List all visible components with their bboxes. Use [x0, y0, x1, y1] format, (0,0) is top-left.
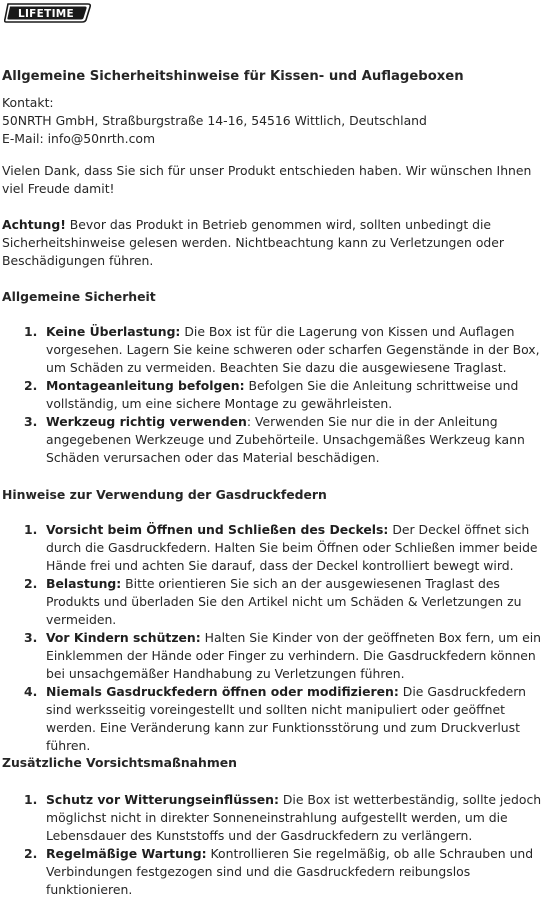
item-text: Befolgen Sie die Anleitung schrittweise und vollständig, um eine sichere Montage zu gewährleisten.: [46, 378, 519, 411]
logo-text: LIFETIME: [17, 8, 75, 20]
section-heading-precautions: Zusätzliche Vorsichtsmaßnahmen: [2, 755, 237, 770]
item-text: Halten Sie Kinder von der geöffneten Box fern, um ein Einklemmen der Hände oder Finger zu verhindern. Die Gasdruckfedern können bei unsachgemäßer Handhabung zu Verletzungen führen.: [46, 630, 542, 681]
list-item: [2, 629, 555, 683]
warning-paragraph: [2, 216, 555, 270]
item-lead: Montageanleitung befolgen:: [46, 378, 245, 393]
precautions-list: [2, 791, 555, 899]
list-item: [2, 683, 555, 755]
item-text: Bitte orientieren Sie sich an der ausgewiesenen Traglast des Produkts und überladen Sie den Artikel nicht um Schäden & Verletzungen zu vermeiden.: [46, 576, 522, 627]
list-item: [2, 791, 555, 845]
gas-springs-list: [2, 521, 555, 755]
section-heading-general: Allgemeine Sicherheit: [2, 289, 156, 304]
item-lead: Belastung:: [46, 576, 122, 591]
item-lead: Keine Überlastung:: [46, 324, 181, 339]
thanks-paragraph: Vielen Dank, dass Sie sich für unser Produkt entschieden haben. Wir wünschen Ihnen viel Freude damit!: [2, 163, 532, 196]
item-text: Die Box ist wetterbeständig, sollte jedoch möglichst nicht in direkter Sonneneinstrahlung aufgestellt werden, um die Lebensdauer des Kunststoffs und der Gasdruckfedern zu verlängern.: [46, 792, 542, 843]
item-lead: Niemals Gasdruckfedern öffnen oder modifizieren:: [46, 684, 399, 699]
contact-address: 50NRTH GmbH, Straßburgstraße 14-16, 54516 Wittlich, Deutschland: [2, 113, 427, 128]
item-lead: Vor Kindern schützen:: [46, 630, 201, 645]
item-text: Die Box ist für die Lagerung von Kissen und Auflagen vorgesehen. Lagern Sie keine schweren oder scharfen Gegenstände in der Box, um Schäden zu vermeiden. Beachten Sie dazu die ausgewiesene Traglast.: [46, 324, 540, 375]
item-lead: Schutz vor Witterungseinflüssen:: [46, 792, 279, 807]
item-text: Die Gasdruckfedern sind werksseitig voreingestellt und sollten nicht manipuliert oder geöffnet werden. Eine Veränderung kann zur Funktionsstörung und zum Druckverlust führen.: [46, 684, 526, 753]
warning-lead: Achtung!: [2, 217, 66, 232]
list-number: 3.: [24, 630, 38, 645]
general-safety-list: [2, 323, 555, 467]
warning-text: Bevor das Produkt in Betrieb genommen wird, sollten unbedingt die Sicherheitshinweise gelesen werden. Nichtbeachtung kann zu Verletzungen oder Beschädigungen führen.: [2, 217, 504, 268]
page-title: Allgemeine Sicherheitshinweise für Kissen- und Auflageboxen: [2, 69, 464, 84]
item-text: Kontrollieren Sie regelmäßig, ob alle Schrauben und Verbindungen festgezogen sind und die Gasdruckfedern reibungslos funktionieren.: [46, 846, 534, 897]
list-number: 1.: [24, 792, 38, 807]
list-number: 2.: [24, 378, 38, 393]
list-item: [2, 413, 555, 467]
list-item: [2, 323, 555, 377]
list-item: [2, 521, 555, 575]
item-lead: Vorsicht beim Öffnen und Schließen des Deckels:: [46, 522, 389, 537]
list-number: 1.: [24, 324, 38, 339]
list-number: 3.: [24, 414, 38, 429]
list-item: [2, 575, 555, 629]
list-number: 4.: [24, 684, 38, 699]
contact-block: [2, 94, 555, 148]
item-lead: Regelmäßige Wartung:: [46, 846, 207, 861]
section-heading-gas-springs: Hinweise zur Verwendung der Gasdruckfedern: [2, 487, 327, 502]
item-text: Der Deckel öffnet sich durch die Gasdruckfedern. Halten Sie beim Öffnen oder Schließen immer beide Hände frei und achten Sie darauf, dass der Deckel kontrolliert bewegt wird.: [46, 522, 538, 573]
list-number: 2.: [24, 576, 38, 591]
lifetime-logo: [4, 3, 92, 23]
contact-email: E-Mail: info@50nrth.com: [2, 131, 156, 146]
list-number: 2.: [24, 846, 38, 861]
list-number: 1.: [24, 522, 38, 537]
item-text: : Verwenden Sie nur die in der Anleitung angegebenen Werkzeuge und Zubehörteile. Unsachgemäßes Werkzeug kann Schäden verursachen oder das Material beschädigen.: [46, 414, 525, 465]
contact-label: Kontakt:: [2, 95, 54, 110]
list-item: [2, 377, 555, 413]
list-item: [2, 845, 555, 899]
item-lead: Werkzeug richtig verwenden: [46, 414, 247, 429]
